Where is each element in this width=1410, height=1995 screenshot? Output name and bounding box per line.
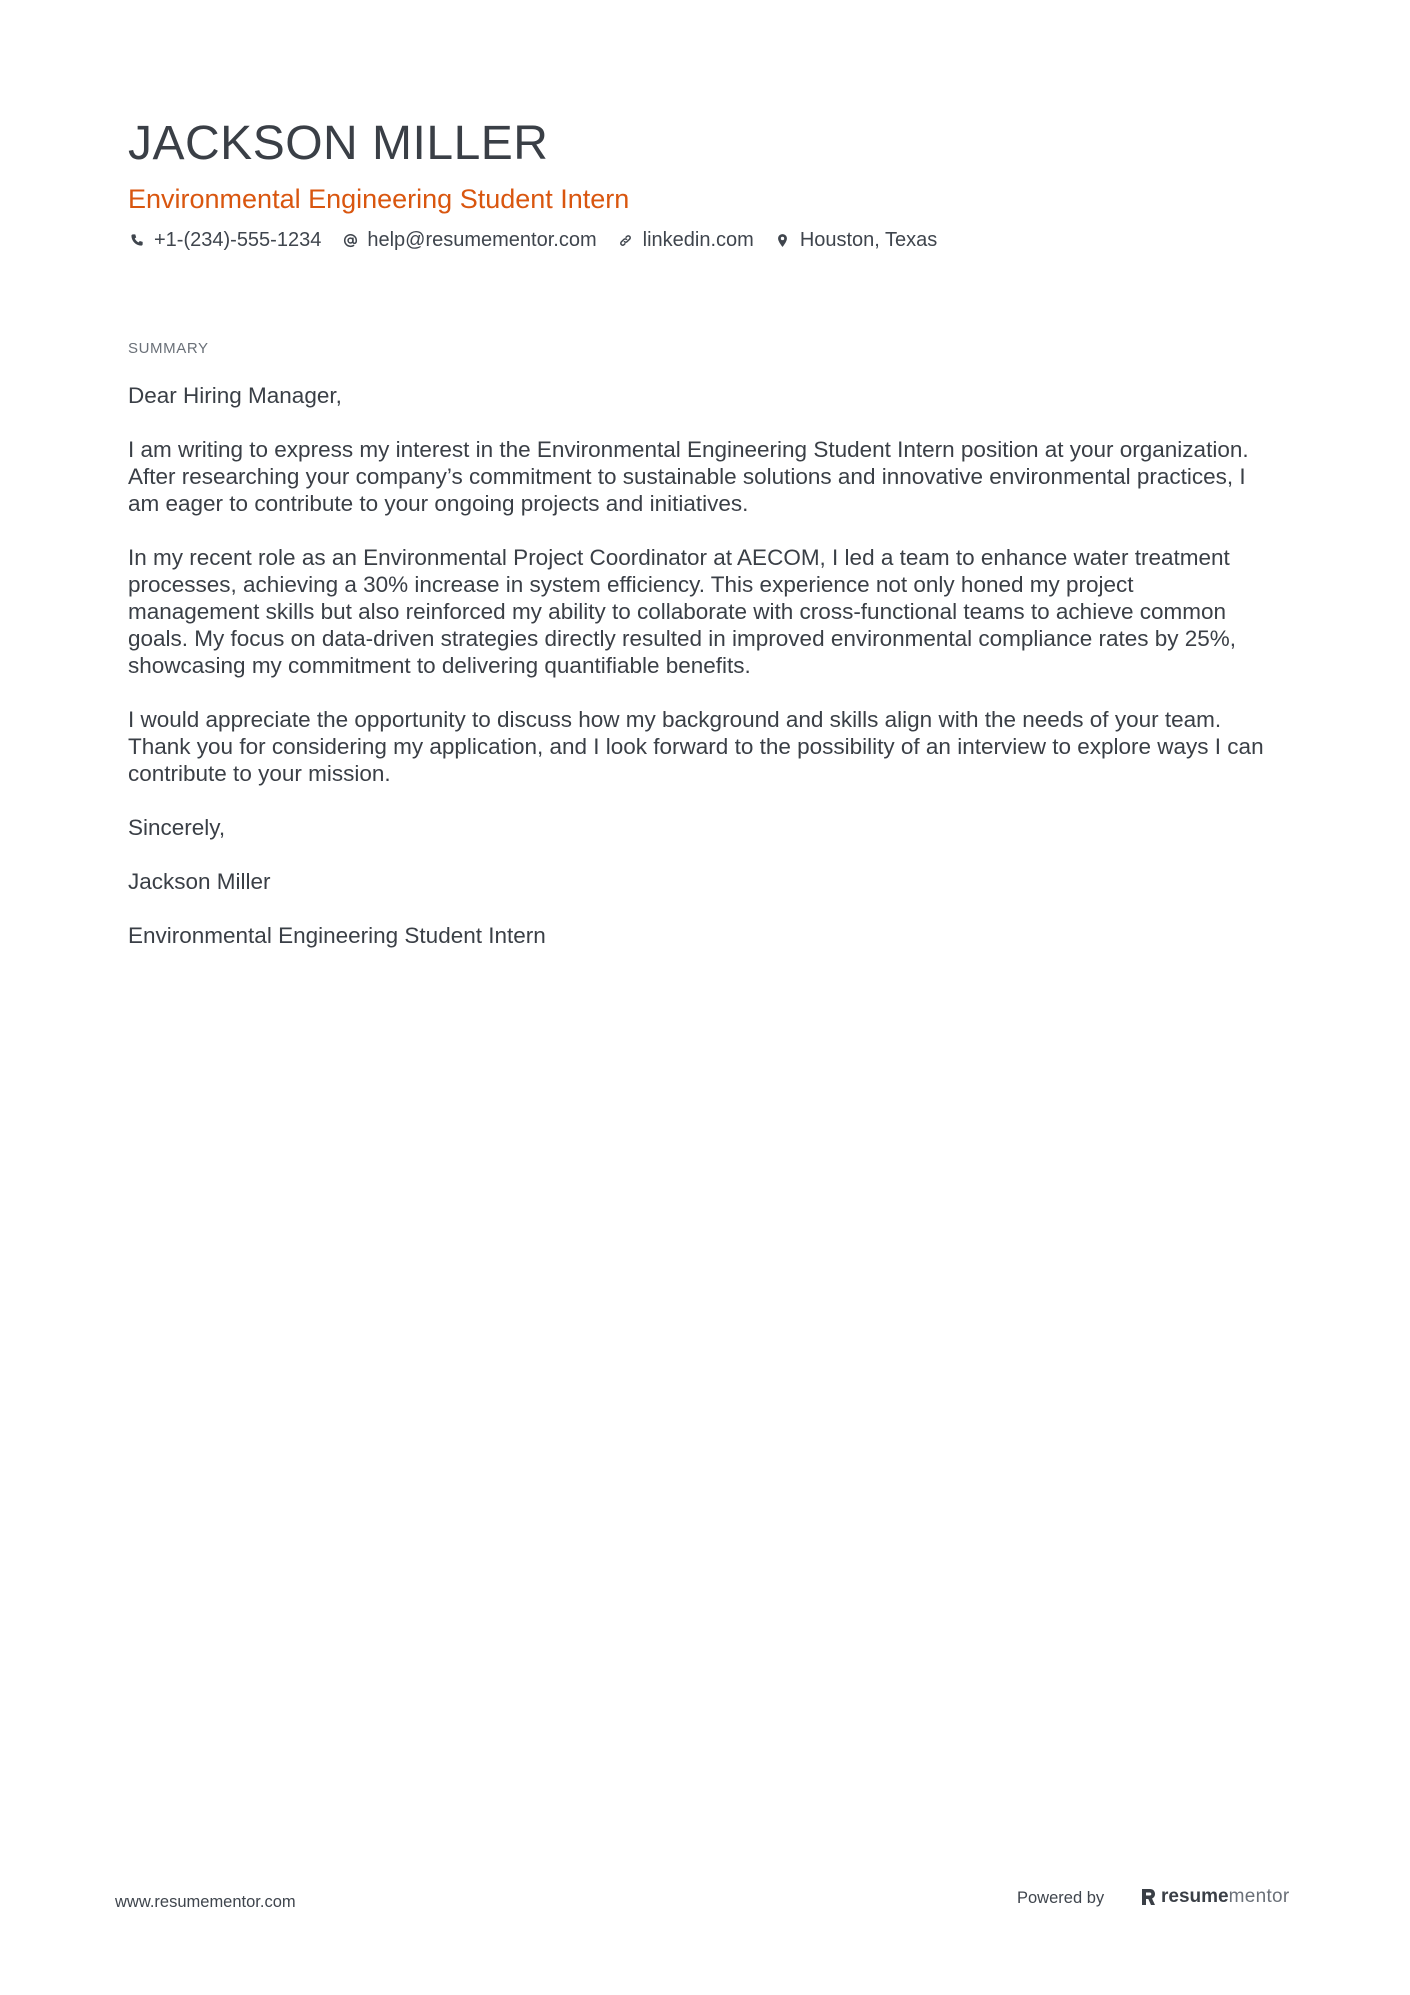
letter-paragraph: I am writing to express my interest in the Environmental Engineering Student Intern position at your organization. After researching your company’s commitment to sustainable solutions and innovative environmental practices, I am eager to contribute to your ongoing projects and initiatives. (128, 437, 1249, 516)
phone-icon (128, 231, 146, 249)
contact-phone[interactable] (128, 229, 321, 252)
contact-location (774, 229, 938, 252)
powered-by-label: Powered by (1017, 1889, 1105, 1907)
contact-email-text: help@resumementor.com (367, 228, 597, 251)
letter-paragraph: I would appreciate the opportunity to discuss how my background and skills align with the needs of your team. Thank you for considering my application, and I look forward to the possibility of an interview to explore ways I can contribute to your mission. (128, 707, 1264, 786)
contact-phone-text: +1-(234)-555-1234 (154, 228, 322, 251)
brand-logo[interactable] (1140, 1885, 1290, 1909)
brand-mentor-text: mentor (1228, 1886, 1290, 1907)
contact-email[interactable] (341, 229, 596, 252)
at-icon (341, 231, 359, 249)
letter-greeting: Dear Hiring Manager, (128, 383, 342, 408)
contact-linkedin[interactable] (617, 229, 754, 252)
signature-name: Jackson Miller (128, 869, 271, 894)
resumementor-logo-icon (1140, 1887, 1157, 1907)
section-heading: SUMMARY (128, 340, 209, 357)
footer-website-link[interactable]: www.resumementor.com (115, 1893, 296, 1911)
candidate-name: JACKSON MILLER (128, 117, 549, 170)
letter-closing: Sincerely, (128, 815, 226, 840)
contact-location-text: Houston, Texas (799, 228, 938, 251)
link-icon (617, 231, 635, 249)
location-pin-icon (774, 231, 792, 249)
brand-resume-text: resume (1161, 1886, 1229, 1907)
candidate-job-title: Environmental Engineering Student Intern (128, 184, 630, 214)
contact-linkedin-text: linkedin.com (642, 228, 754, 251)
letter-body (128, 382, 1268, 976)
contact-bar (128, 226, 957, 254)
letter-paragraph: In my recent role as an Environmental Project Coordinator at AECOM, I led a team to enhance water treatment processes, achieving a 30% increase in system efficiency. This experience not only honed my project management skills but also reinforced my ability to collaborate with cross-functional teams to achieve common goals. My focus on data-driven strategies directly resulted in improved environmental compliance rates by 25%, showcasing my commitment to delivering quantifiable benefits. (128, 545, 1237, 678)
signature-title: Environmental Engineering Student Intern (128, 923, 546, 948)
